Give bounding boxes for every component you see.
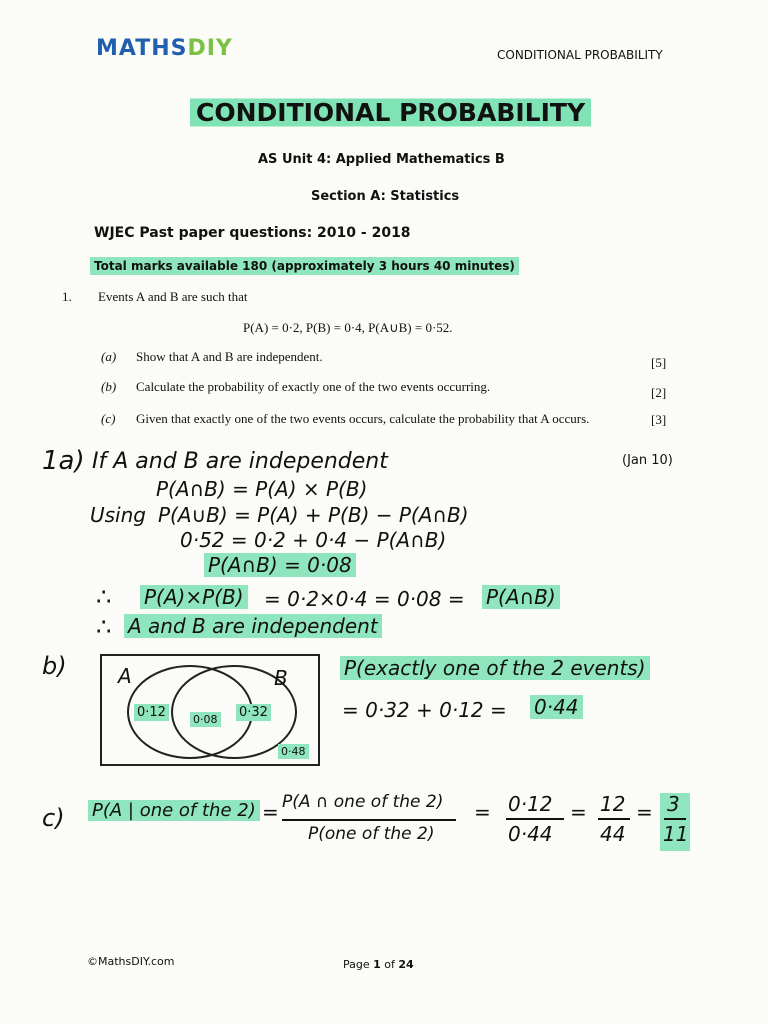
page-title: CONDITIONAL PROBABILITY [190, 96, 591, 129]
part-a-label: (a) [101, 349, 117, 364]
venn-diagram [100, 654, 320, 766]
unit-heading: AS Unit 4: Applied Mathematics B [258, 152, 505, 167]
part-b-label: (b) [101, 379, 117, 394]
page-prefix: Page [343, 958, 370, 971]
fraction-1-denominator: 0·44 [508, 822, 553, 846]
solution-c-label: c) [42, 804, 65, 832]
part-b-marks: [2] [651, 385, 667, 400]
venn-label-a: A [118, 664, 132, 688]
solution-b-line2: = 0·32 + 0·12 = [342, 698, 507, 722]
solution-c-equals-4: = [636, 800, 653, 824]
solution-a-label: 1a) [42, 446, 85, 476]
venn-label-b: B [274, 666, 288, 690]
logo-part-ths: THS [135, 36, 188, 61]
solution-c-equals-3: = [570, 800, 587, 824]
question-stem: Events A and B are such that [98, 289, 248, 304]
question-source: (Jan 10) [622, 453, 673, 468]
footer-copyright: ©MathsDIY.com [87, 955, 175, 968]
solution-c-equals: = [262, 800, 279, 824]
solution-b-label: b) [42, 652, 67, 680]
fraction-bar-3 [598, 818, 630, 820]
solution-a-line6-rhs: P(A∩B) [482, 585, 560, 609]
solution-a-line1: If A and B are independent [92, 449, 388, 474]
logo-part-ma: MA [96, 36, 136, 61]
fraction-3-numerator: 3 [667, 792, 680, 816]
solution-a-line2: P(A∩B) = P(A) × P(B) [156, 477, 368, 501]
part-a-text: Show that A and B are independent. [136, 349, 323, 364]
venn-a-only: 0·12 [134, 704, 169, 721]
past-papers-heading: WJEC Past paper questions: 2010 - 2018 [94, 225, 411, 241]
part-c-label: (c) [101, 411, 116, 426]
solution-a-line4: 0·52 = 0·2 + 0·4 − P(A∩B) [180, 528, 447, 552]
part-b-text: Calculate the probability of exactly one of the two events occurring. [136, 379, 491, 394]
fraction-2-numerator: 12 [600, 792, 626, 816]
fraction-1-numerator: 0·12 [508, 792, 553, 816]
solution-c-numerator: P(A ∩ one of the 2) [282, 792, 444, 812]
solution-c-lhs: P(A | one of the 2) [88, 800, 260, 821]
fraction-3-denominator: 11 [663, 822, 689, 846]
solution-c-equals-2: = [474, 800, 491, 824]
venn-intersection: 0·08 [190, 712, 221, 727]
running-header: CONDITIONAL PROBABILITY [497, 48, 663, 62]
solution-a-line6-lhs: P(A)×P(B) [140, 585, 248, 609]
venn-b-only: 0·32 [236, 704, 271, 721]
section-heading: Section A: Statistics [311, 189, 460, 204]
fraction-bar-4 [664, 818, 686, 820]
total-marks-banner: Total marks available 180 (approximately 3 hours 40 minutes) [90, 257, 519, 275]
solution-a-line3: P(A∪B) = P(A) + P(B) − P(A∩B) [158, 503, 469, 527]
venn-neither: 0·48 [278, 744, 309, 759]
page-of: of [384, 958, 395, 971]
question-number: 1. [62, 289, 72, 304]
part-a-marks: [5] [651, 355, 667, 370]
part-c-marks: [3] [651, 412, 667, 427]
solution-a-conclusion: A and B are independent [124, 614, 382, 638]
logo-part-diy: DIY [187, 36, 233, 61]
page-current: 1 [373, 958, 381, 971]
solution-c-denominator: P(one of the 2) [308, 824, 435, 844]
solution-a-using: Using [90, 503, 146, 527]
solution-b-line1: P(exactly one of the 2 events) [340, 656, 650, 680]
brand-logo [96, 36, 233, 61]
footer-page-number [343, 958, 414, 971]
fraction-bar-2 [506, 818, 564, 820]
fraction-bar-1 [282, 819, 456, 821]
question-given: P(A) = 0·2, P(B) = 0·4, P(A∪B) = 0·52. [243, 320, 453, 335]
solution-b-answer: 0·44 [530, 695, 583, 719]
fraction-2-denominator: 44 [600, 822, 626, 846]
solution-a-line5: P(A∩B) = 0·08 [204, 553, 356, 577]
solution-a-line6-mid: = 0·2×0·4 = 0·08 = [264, 587, 465, 611]
therefore-symbol-2: ∴ [96, 613, 112, 641]
part-c-text: Given that exactly one of the two events occurs, calculate the probability that A occurs. [136, 411, 590, 426]
page-total: 24 [398, 958, 414, 971]
therefore-symbol-1: ∴ [96, 583, 112, 611]
